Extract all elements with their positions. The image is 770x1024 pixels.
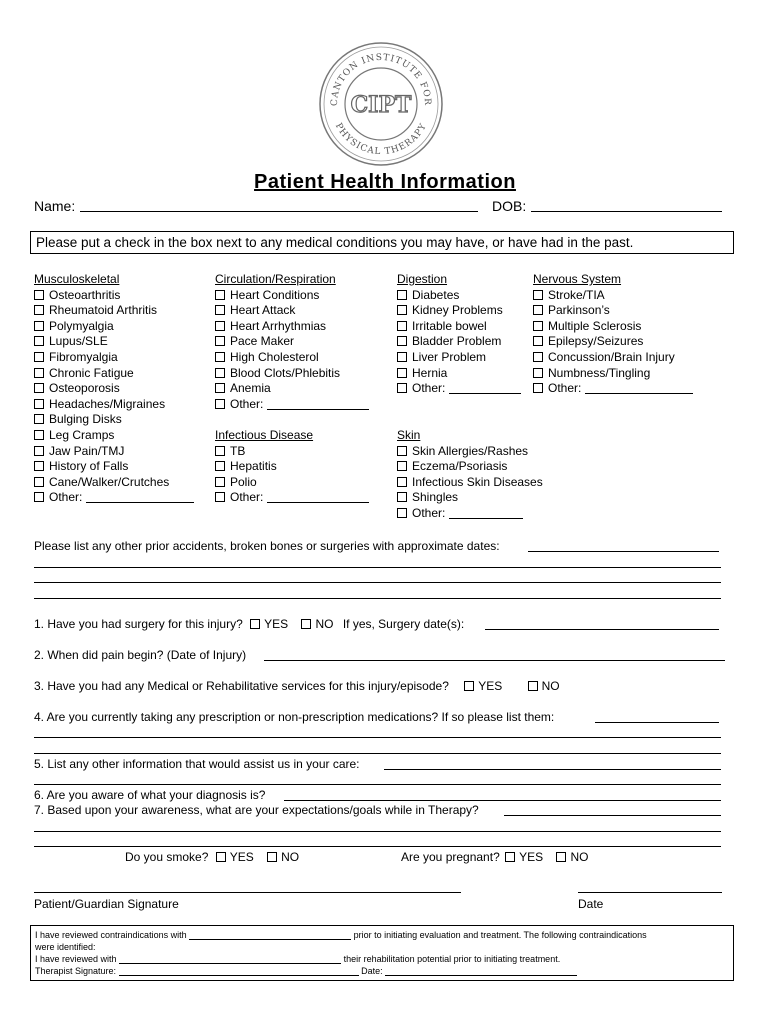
checkbox[interactable] [34, 368, 44, 378]
checkbox[interactable] [397, 336, 407, 346]
instruction-box [30, 231, 734, 254]
checkbox[interactable] [215, 368, 225, 378]
q7-field-1[interactable] [504, 815, 721, 816]
skin-heading: Skin [397, 427, 421, 442]
checkbox[interactable] [215, 352, 225, 362]
q3-no-checkbox[interactable] [528, 681, 538, 691]
q7-field-3[interactable] [34, 846, 721, 847]
q4-field-3[interactable] [34, 753, 721, 754]
condition-item[interactable]: Diabetes [397, 288, 543, 304]
checkbox[interactable] [533, 290, 543, 300]
date-label: Date [578, 897, 604, 911]
checkbox[interactable] [533, 336, 543, 346]
condition-item[interactable]: Heart Arrhythmias [215, 319, 369, 335]
condition-item[interactable]: Osteoarthritis [34, 288, 194, 304]
condition-item[interactable]: Liver Problem [397, 350, 543, 366]
q3-yes-checkbox[interactable] [464, 681, 474, 691]
other-field[interactable] [267, 502, 369, 503]
therapist-line2: were identified: [35, 942, 96, 952]
smoke-question: Do you smoke? YES NO [125, 850, 300, 864]
condition-item[interactable]: Numbness/Tingling [533, 366, 693, 382]
checkbox[interactable] [215, 461, 225, 471]
dob-field[interactable] [531, 211, 722, 212]
other-field[interactable] [449, 393, 521, 394]
q3-no-label: NO [541, 679, 560, 693]
condition-item[interactable]: Skin Allergies/Rashes [397, 444, 543, 460]
prior-accidents-label: Please list any other prior accidents, broken bones or surgeries with approximate dates: [34, 539, 500, 553]
circulation-column [215, 272, 369, 506]
therapist-line3-b: their rehabilitation potential prior to initiating treatment. [343, 954, 561, 964]
checkbox[interactable] [34, 383, 44, 393]
other-field[interactable] [449, 518, 523, 519]
checkbox[interactable] [215, 492, 225, 502]
pregnant-question: Are you pregnant? YES NO [401, 850, 589, 864]
svg-text:CIPT: CIPT [350, 92, 412, 118]
condition-item[interactable]: Polymyalgia [34, 319, 194, 335]
therapist-box [30, 925, 734, 981]
checkbox[interactable] [397, 368, 407, 378]
musculoskeletal-heading: Musculoskeletal [34, 272, 120, 286]
nervous-column [533, 272, 693, 397]
condition-item[interactable]: Irritable bowel [397, 319, 543, 335]
circulation-heading: Circulation/Respiration [215, 272, 336, 286]
checkbox[interactable] [397, 290, 407, 300]
checkbox[interactable] [215, 383, 225, 393]
name-label: Name: [34, 198, 76, 214]
condition-item[interactable]: Concussion/Brain Injury [533, 350, 693, 366]
pregnant-no-label: NO [570, 850, 589, 864]
therapist-reviewed-field[interactable] [119, 963, 341, 964]
question-1: 1. Have you had surgery for this injury? YES NO If yes, Surgery date(s): [34, 617, 465, 631]
name-field[interactable] [80, 211, 478, 212]
condition-item[interactable]: Infectious Skin Diseases [397, 475, 543, 491]
checkbox[interactable] [397, 492, 407, 502]
condition-item[interactable]: Kidney Problems [397, 303, 543, 319]
condition-item[interactable]: Polio [215, 475, 369, 491]
signature-label: Patient/Guardian Signature [34, 897, 179, 911]
condition-item[interactable]: Rheumatoid Arthritis [34, 303, 194, 319]
q3-yes-label: YES [478, 679, 503, 693]
smoke-no-label: NO [281, 850, 300, 864]
other-field[interactable] [267, 409, 369, 410]
q5-field-1[interactable] [384, 769, 721, 770]
checkbox[interactable] [397, 305, 407, 315]
checkbox[interactable] [533, 321, 543, 331]
condition-item-other[interactable]: Other: [533, 381, 693, 397]
checkbox[interactable] [397, 352, 407, 362]
pregnant-yes-label: YES [519, 850, 544, 864]
condition-item[interactable]: Parkinson’s [533, 303, 693, 319]
condition-item[interactable]: Hepatitis [215, 459, 369, 475]
nervous-heading: Nervous System [533, 272, 622, 286]
checkbox[interactable] [533, 383, 543, 393]
smoke-no-checkbox[interactable] [267, 852, 277, 862]
condition-item[interactable]: Pace Maker [215, 334, 369, 350]
therapist-line1-b: prior to initiating evaluation and treatment. The following contraindications [353, 930, 647, 940]
condition-item-other[interactable]: Other: [397, 381, 543, 397]
therapist-patient-field[interactable] [189, 939, 351, 940]
checkbox[interactable] [34, 290, 44, 300]
checkbox[interactable] [533, 368, 543, 378]
checkbox[interactable] [397, 321, 407, 331]
prior-accidents-field-1[interactable] [528, 551, 719, 552]
condition-item[interactable]: Eczema/Psoriasis [397, 459, 543, 475]
question-2: 2. When did pain begin? (Date of Injury) [34, 648, 247, 662]
condition-item[interactable]: Headaches/Migraines [34, 397, 194, 413]
condition-item[interactable]: History of Falls [34, 459, 194, 475]
checkbox[interactable] [34, 492, 44, 502]
condition-item[interactable]: Lupus/SLE [34, 334, 194, 350]
condition-item[interactable]: Epilepsy/Seizures [533, 334, 693, 350]
condition-item-other[interactable]: Other: [397, 506, 543, 522]
q1-yes-label: YES [264, 617, 289, 631]
therapist-signature-field[interactable] [119, 975, 359, 976]
digestion-heading: Digestion [397, 272, 448, 286]
checkbox[interactable] [34, 352, 44, 362]
q5-field-2[interactable] [34, 784, 721, 785]
checkbox[interactable] [397, 461, 407, 471]
checkbox[interactable] [34, 336, 44, 346]
svg-text:PHYSICAL THERAPY: PHYSICAL THERAPY [332, 121, 430, 158]
pregnant-no-checkbox[interactable] [556, 852, 566, 862]
prior-accidents-field-4[interactable] [34, 598, 721, 599]
pregnant-yes-checkbox[interactable] [505, 852, 515, 862]
question-7: 7. Based upon your awareness, what are your expectations/goals while in Therapy? [34, 803, 479, 817]
signature-date-field[interactable] [578, 892, 722, 893]
condition-item[interactable]: Hernia [397, 366, 543, 382]
checkbox[interactable] [215, 305, 225, 315]
condition-item[interactable]: Multiple Sclerosis [533, 319, 693, 335]
q1-no-label: NO [315, 617, 334, 631]
checkbox[interactable] [34, 321, 44, 331]
checkbox[interactable] [215, 336, 225, 346]
q7-field-2[interactable] [34, 831, 721, 832]
condition-item[interactable]: Leg Cramps [34, 428, 194, 444]
condition-item[interactable]: Bulging Disks [34, 412, 194, 428]
musculoskeletal-column [34, 272, 194, 506]
condition-item[interactable]: Bladder Problem [397, 334, 543, 350]
condition-item[interactable]: Shingles [397, 490, 543, 506]
condition-item-other[interactable]: Other: [215, 490, 369, 506]
question-6: 6. Are you aware of what your diagnosis is? [34, 788, 266, 802]
condition-item[interactable]: Heart Conditions [215, 288, 369, 304]
q2-date-field[interactable] [264, 660, 725, 661]
checkbox[interactable] [34, 414, 44, 424]
q1-date-label: If yes, Surgery date(s): [342, 617, 465, 631]
prior-accidents-field-2[interactable] [34, 567, 721, 568]
checkbox[interactable] [215, 446, 225, 456]
q1-no-checkbox[interactable] [301, 619, 311, 629]
condition-item-other[interactable]: Other: [34, 490, 194, 506]
question-5: 5. List any other information that would assist us in your care: [34, 757, 360, 771]
checkbox[interactable] [34, 399, 44, 409]
condition-item[interactable]: Osteoporosis [34, 381, 194, 397]
other-field[interactable] [86, 502, 194, 503]
q4-field-1[interactable] [595, 722, 719, 723]
page-title: Patient Health Information [254, 171, 516, 193]
checkbox[interactable] [215, 290, 225, 300]
checkbox[interactable] [34, 461, 44, 471]
digestion-column [397, 272, 543, 522]
condition-item[interactable]: Cane/Walker/Crutches [34, 475, 194, 491]
therapist-line3-a: I have reviewed with [35, 954, 117, 964]
therapist-line1-a: I have reviewed contraindications with [35, 930, 187, 940]
checkbox[interactable] [533, 352, 543, 362]
other-field[interactable] [585, 393, 693, 394]
therapist-date-label: Date: [361, 966, 383, 976]
checkbox[interactable] [397, 383, 407, 393]
smoke-yes-label: YES [229, 850, 254, 864]
condition-item[interactable]: TB [215, 444, 369, 460]
checkbox[interactable] [34, 305, 44, 315]
q1-yes-checkbox[interactable] [250, 619, 260, 629]
question-4: 4. Are you currently taking any prescription or non-prescription medications? If so please list them: [34, 710, 555, 724]
prior-accidents-field-3[interactable] [34, 582, 721, 583]
smoke-yes-checkbox[interactable] [216, 852, 226, 862]
question-3: 3. Have you had any Medical or Rehabilitative services for this injury/episode? YES NO [34, 679, 560, 693]
checkbox[interactable] [397, 446, 407, 456]
condition-item[interactable]: Anemia [215, 381, 369, 397]
condition-item-other[interactable]: Other: [215, 397, 369, 413]
checkbox[interactable] [533, 305, 543, 315]
q1-date-field[interactable] [485, 629, 719, 630]
checkbox[interactable] [215, 321, 225, 331]
infectious-heading: Infectious Disease [215, 427, 314, 442]
condition-item[interactable]: Blood Clots/Phlebitis [215, 366, 369, 382]
condition-item[interactable]: Fibromyalgia [34, 350, 194, 366]
signature-field[interactable] [34, 892, 461, 893]
cipt-logo [317, 40, 445, 168]
svg-text:CANTON INSTITUTE FOR: CANTON INSTITUTE FOR [329, 52, 433, 107]
condition-item[interactable]: Chronic Fatigue [34, 366, 194, 382]
dob-label: DOB: [492, 198, 527, 214]
condition-item[interactable]: Stroke/TIA [533, 288, 693, 304]
q6-field[interactable] [284, 800, 721, 801]
checkbox[interactable] [34, 477, 44, 487]
condition-item[interactable]: Jaw Pain/TMJ [34, 444, 194, 460]
therapist-date-field[interactable] [385, 975, 577, 976]
instruction-text: Please put a check in the box next to any medical conditions you may have, or have had in the past. [36, 235, 634, 250]
checkbox[interactable] [215, 399, 225, 409]
condition-item[interactable]: High Cholesterol [215, 350, 369, 366]
therapist-signature-label: Therapist Signature: [35, 966, 117, 976]
checkbox[interactable] [215, 477, 225, 487]
checkbox[interactable] [34, 430, 44, 440]
checkbox[interactable] [397, 508, 407, 518]
checkbox[interactable] [397, 477, 407, 487]
q4-field-2[interactable] [34, 737, 721, 738]
condition-item[interactable]: Heart Attack [215, 303, 369, 319]
checkbox[interactable] [34, 446, 44, 456]
